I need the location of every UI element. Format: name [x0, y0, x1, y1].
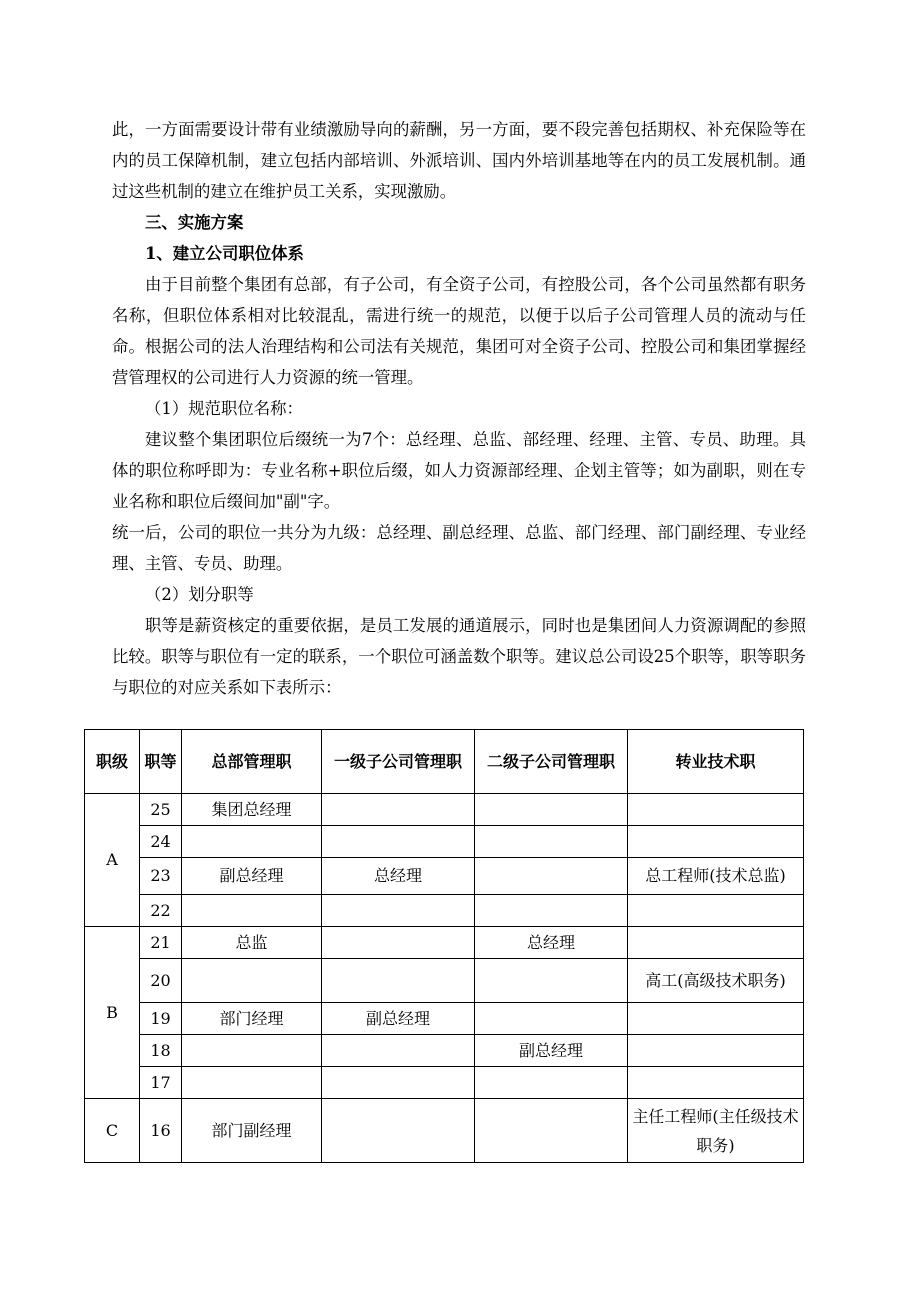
tech-cell — [628, 927, 804, 959]
hq-cell — [182, 1035, 322, 1067]
paragraph-title-suffixes: 建议整个集团职位后缀统一为7个：总经理、总监、部经理、经理、主管、专员、助理。具体的职位称呼即为：专业名称+职位后缀，如人力资源部经理、企划主管等；如为副职，则在专业名称和职位后缀间加"副"字。 — [112, 430, 806, 511]
hq-cell: 总监 — [182, 927, 322, 959]
sub1-cell — [322, 927, 475, 959]
tech-cell: 总工程师(技术总监) — [628, 858, 804, 895]
header-sub1: 一级子公司管理职 — [322, 730, 475, 794]
paragraph-group-structure: 由于目前整个集团有总部，有子公司，有全资子公司，有控股公司，各个公司虽然都有职务名称，但职位体系相对比较混乱，需进行统一的规范，以便于以后子公司管理人员的流动与任命。根据公司的法人治理结构和公司法有关规范，集团可对全资子公司、控股公司和集团掌握经营管理权的公司进行人力资源的统一管理。 — [112, 275, 806, 387]
grade-cell: 22 — [140, 895, 182, 927]
level-cell-a: A — [85, 794, 140, 927]
sub2-cell — [475, 826, 628, 858]
hq-cell — [182, 959, 322, 1003]
sub2-cell: 总经理 — [475, 927, 628, 959]
table-row — [85, 1003, 804, 1035]
grade-cell: 24 — [140, 826, 182, 858]
header-hq: 总部管理职 — [182, 730, 322, 794]
item-heading-divide-grades: （2）划分职等 — [145, 585, 254, 604]
hq-cell: 副总经理 — [182, 858, 322, 895]
table-header-row — [85, 730, 804, 794]
sub2-cell: 副总经理 — [475, 1035, 628, 1067]
grade-cell: 20 — [140, 959, 182, 1003]
tech-cell — [628, 1003, 804, 1035]
table-row — [85, 1035, 804, 1067]
level-cell-b: B — [85, 927, 140, 1099]
hq-cell: 集团总经理 — [182, 794, 322, 826]
header-tech: 转业技术职 — [628, 730, 804, 794]
table-row — [85, 794, 804, 826]
tech-cell — [628, 1035, 804, 1067]
paragraph-nine-levels: 统一后，公司的职位一共分为九级：总经理、副总经理、总监、部门经理、部门副经理、专业经理、主管、专员、助理。 — [112, 523, 806, 573]
table-row — [85, 895, 804, 927]
table-row — [85, 959, 804, 1003]
sub2-cell — [475, 794, 628, 826]
sub1-cell — [322, 1067, 475, 1099]
grade-cell: 23 — [140, 858, 182, 895]
grade-cell: 19 — [140, 1003, 182, 1035]
hq-cell — [182, 1067, 322, 1099]
sub1-cell — [322, 794, 475, 826]
table-row — [85, 927, 804, 959]
sub1-cell — [322, 826, 475, 858]
grade-cell: 18 — [140, 1035, 182, 1067]
sub2-cell — [475, 895, 628, 927]
paragraph-grade-explanation: 职等是薪资核定的重要依据，是员工发展的通道展示，同时也是集团间人力资源调配的参照比较。职等与职位有一定的联系，一个职位可涵盖数个职等。建议总公司设25个职等，职等职务与职位的对应关系如下表所示： — [112, 616, 806, 697]
tech-cell: 主任工程师(主任级技术职务) — [628, 1099, 804, 1163]
grade-position-table — [84, 729, 804, 1163]
table-row — [85, 1067, 804, 1099]
level-cell-c: C — [85, 1099, 140, 1163]
tech-cell — [628, 895, 804, 927]
sub2-cell — [475, 1099, 628, 1163]
sub2-cell — [475, 1067, 628, 1099]
sub2-cell — [475, 1003, 628, 1035]
header-level: 职级 — [85, 730, 140, 794]
sub1-cell: 总经理 — [322, 858, 475, 895]
table-row — [85, 858, 804, 895]
sub1-cell — [322, 1099, 475, 1163]
sub1-cell — [322, 959, 475, 1003]
tech-cell — [628, 794, 804, 826]
sub1-cell: 副总经理 — [322, 1003, 475, 1035]
tech-cell — [628, 1067, 804, 1099]
tech-cell: 高工(高级技术职务) — [628, 959, 804, 1003]
grade-cell: 21 — [140, 927, 182, 959]
sub1-cell — [322, 895, 475, 927]
table-row — [85, 826, 804, 858]
tech-cell — [628, 826, 804, 858]
sub1-cell — [322, 1035, 475, 1067]
grade-cell: 25 — [140, 794, 182, 826]
grade-cell: 16 — [140, 1099, 182, 1163]
hq-cell — [182, 895, 322, 927]
sub2-cell — [475, 959, 628, 1003]
sub2-cell — [475, 858, 628, 895]
section-heading-implementation: 三、实施方案 — [145, 213, 244, 232]
hq-cell — [182, 826, 322, 858]
table-row — [85, 1099, 804, 1163]
hq-cell: 部门副经理 — [182, 1099, 322, 1163]
paragraph-continuation: 此，一方面需要设计带有业绩激励导向的薪酬，另一方面，要不段完善包括期权、补充保险等在内的员工保障机制，建立包括内部培训、外派培训、国内外培训基地等在内的员工发展机制。通过这些机制的建立在维护员工关系，实现激励。 — [112, 120, 806, 201]
header-grade: 职等 — [140, 730, 182, 794]
grade-cell: 17 — [140, 1067, 182, 1099]
subsection-heading-position-system: 1、建立公司职位体系 — [145, 244, 304, 263]
header-sub2: 二级子公司管理职 — [475, 730, 628, 794]
hq-cell: 部门经理 — [182, 1003, 322, 1035]
item-heading-standardize-titles: （1）规范职位名称： — [145, 399, 303, 418]
